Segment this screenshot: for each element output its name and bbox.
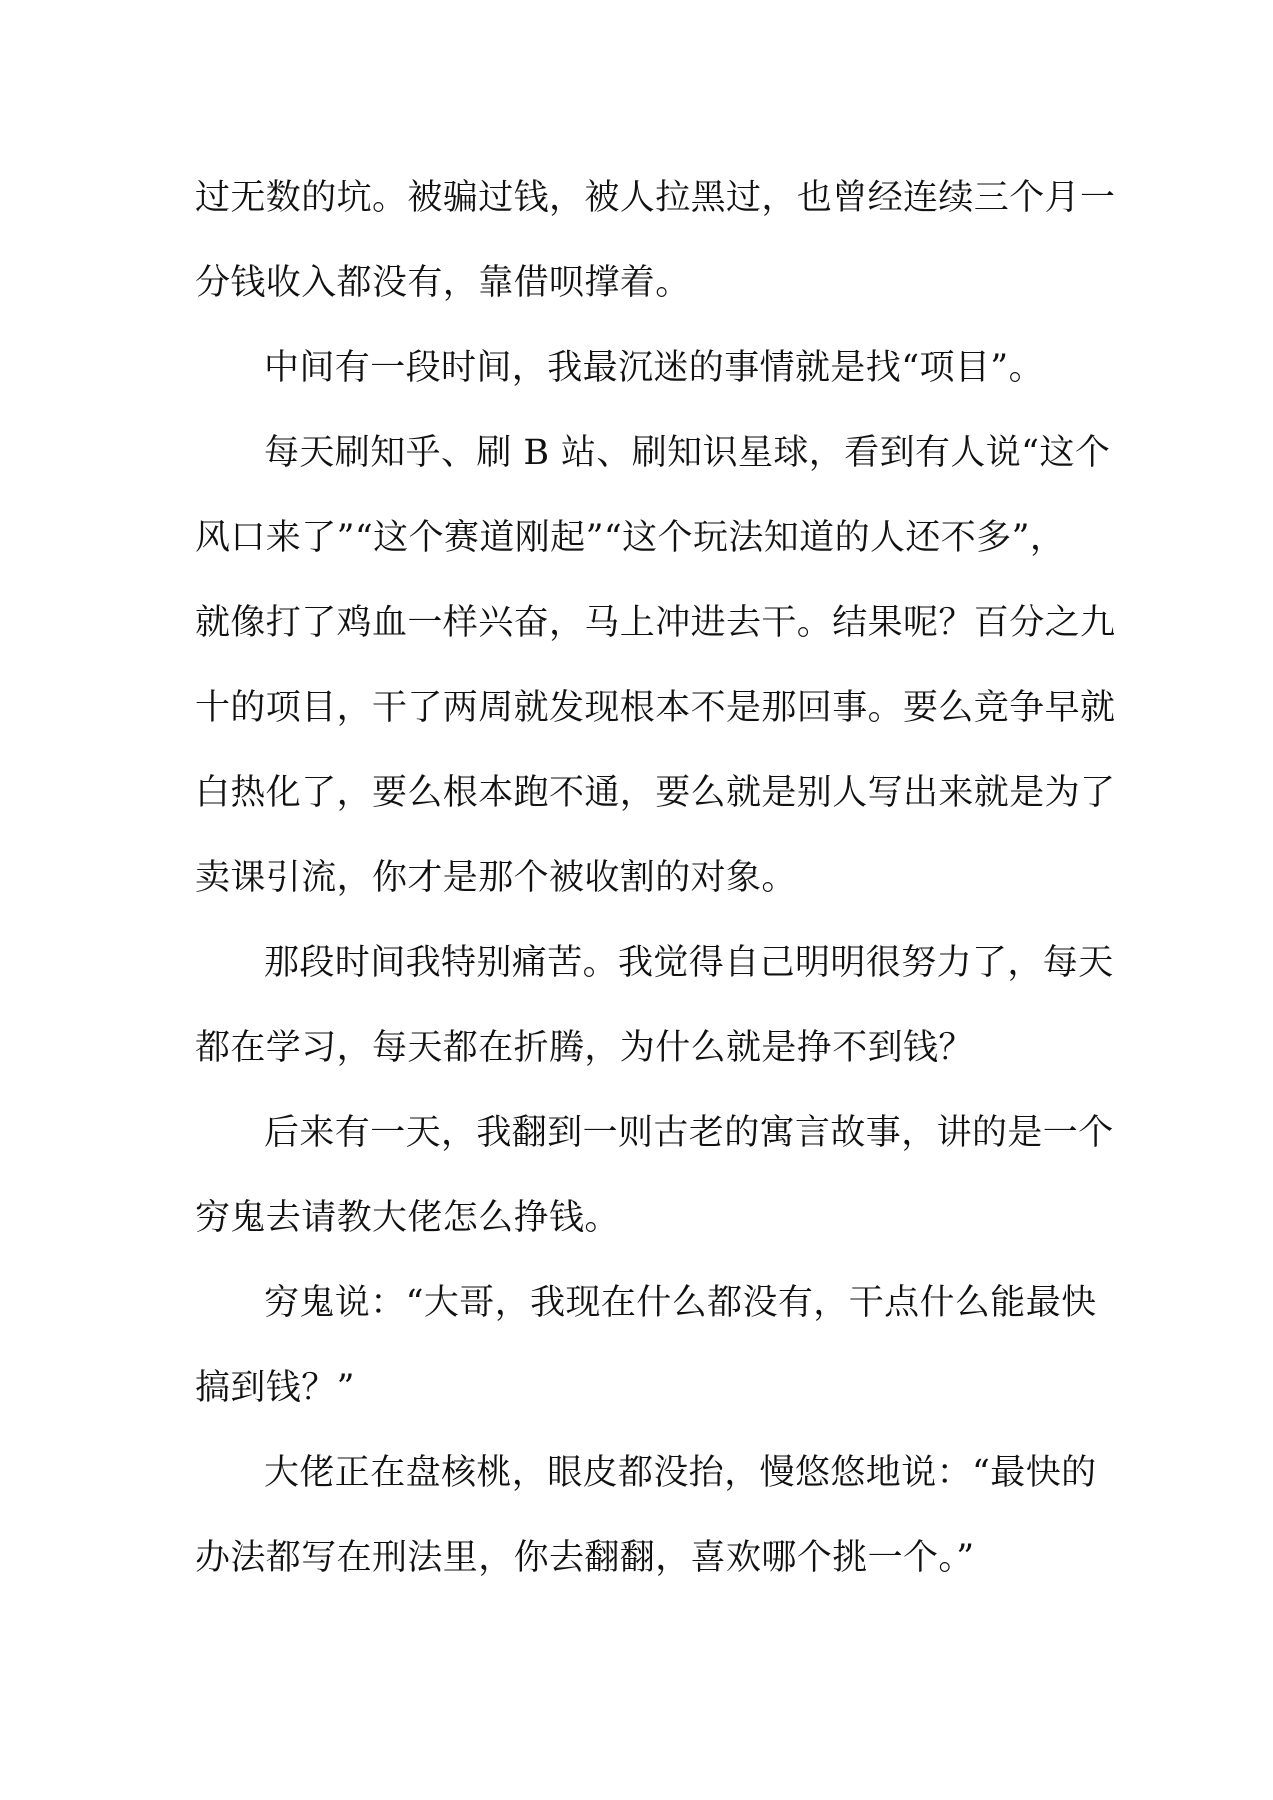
paragraph-line: 风口来了”“这个赛道刚起”“这个玩法知道的人还不多”， — [195, 518, 1066, 558]
paragraph-line: 中间有一段时间，我最沉迷的事情就是找“项目”。 — [264, 348, 1044, 388]
paragraph-line: 过无数的坑。被骗过钱，被人拉黑过，也曾经连续三个月一 — [195, 178, 1116, 218]
paragraph-line: 搞到钱？” — [195, 1368, 355, 1408]
paragraph-line: 每天刷知乎、刷 B 站、刷知识星球，看到有人说“这个 — [264, 433, 1111, 473]
paragraph-line: 就像打了鸡血一样兴奋，马上冲进去干。结果呢？百分之九 — [195, 603, 1116, 643]
paragraph-line: 十的项目，干了两周就发现根本不是那回事。要么竞争早就 — [195, 688, 1116, 728]
paragraph-line: 白热化了，要么根本跑不通，要么就是别人写出来就是为了 — [195, 773, 1116, 813]
paragraph-line: 分钱收入都没有，靠借呗撑着。 — [195, 263, 691, 303]
paragraph-line: 后来有一天，我翻到一则古老的寓言故事，讲的是一个 — [264, 1113, 1114, 1153]
paragraph-line: 都在学习，每天都在折腾，为什么就是挣不到钱？ — [195, 1028, 974, 1068]
paragraph-line: 穷鬼说：“大哥，我现在什么都没有，干点什么能最快 — [264, 1283, 1097, 1323]
paragraph-line: 办法都写在刑法里，你去翻翻，喜欢哪个挑一个。” — [195, 1538, 975, 1578]
paragraph-line: 穷鬼去请教大佬怎么挣钱。 — [195, 1198, 620, 1238]
paragraph-line: 卖课引流，你才是那个被收割的对象。 — [195, 858, 797, 898]
paragraph-line: 那段时间我特别痛苦。我觉得自己明明很努力了，每天 — [264, 943, 1114, 983]
paragraph-line: 大佬正在盘核桃，眼皮都没抬，慢悠悠地说：“最快的 — [264, 1453, 1097, 1493]
